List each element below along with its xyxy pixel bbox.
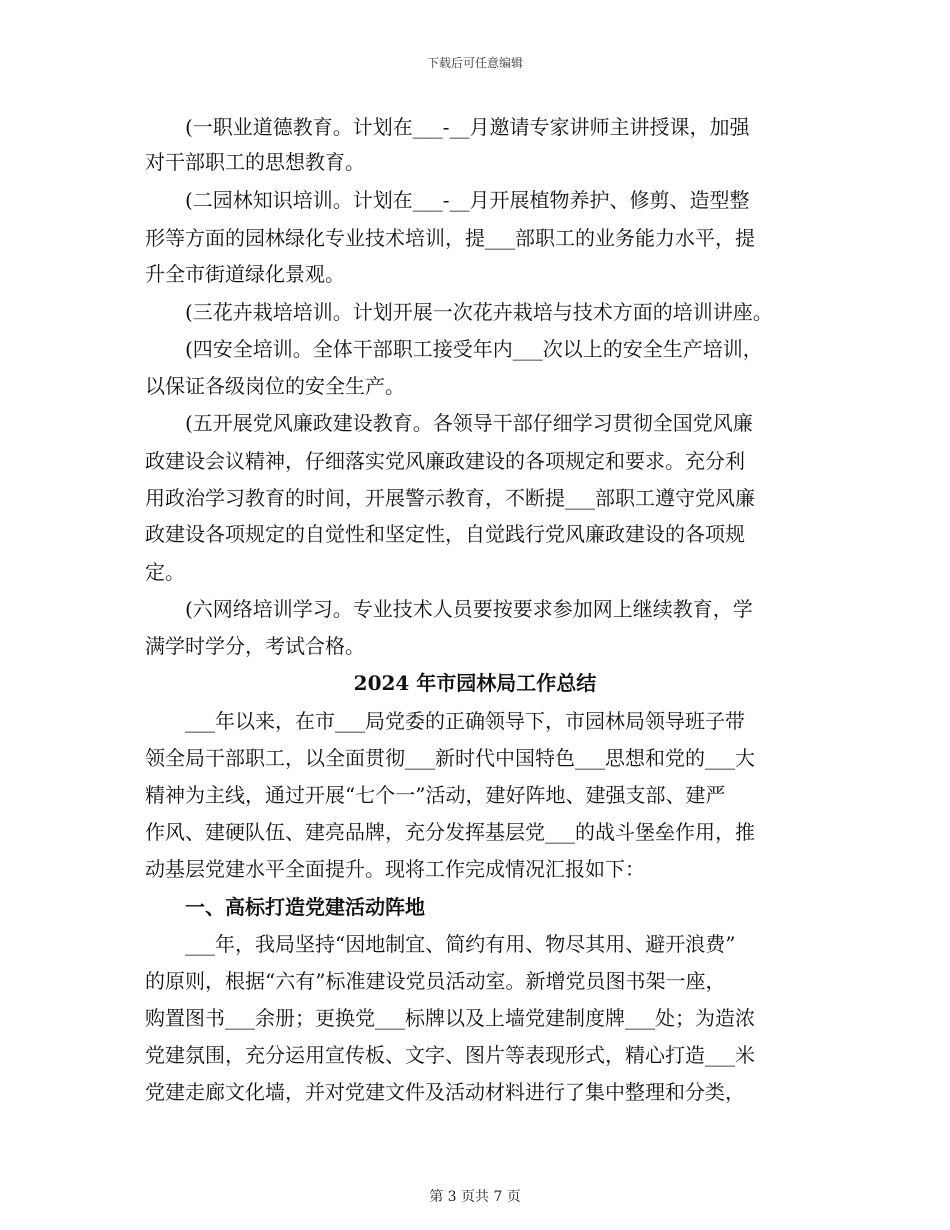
- paragraph-line: 动基层党建水平全面提升。现将工作完成情况汇报如下：: [145, 857, 645, 881]
- paragraph-line: 定。: [145, 560, 185, 584]
- paragraph-line: (四安全培训。全体干部职工接受年内___次以上的安全生产培训，: [185, 337, 763, 361]
- paragraph-line: (五开展党风廉政建设教育。各领导干部仔细学习贯彻全国党风廉: [185, 411, 753, 435]
- subsection-heading: 一、高标打造党建活动阵地: [185, 895, 425, 919]
- paragraph-line: 对干部职工的思想教育。: [145, 150, 365, 174]
- paragraph-line: (三花卉栽培培训。计划开展一次花卉栽培与技术方面的培训讲座。: [185, 300, 773, 324]
- section-title: 2024 年市园林局工作总结: [353, 671, 597, 695]
- paragraph-line: 用政治学习教育的时间，开展警示教育，不断提___部职工遵守党风廉: [145, 486, 755, 510]
- paragraph-line: 的原则，根据“六有”标准建设党员活动室。新增党员图书架一座，: [145, 969, 726, 993]
- paragraph-line: 精神为主线，通过开展“七个一”活动，建好阵地、建强支部、建严: [145, 783, 726, 807]
- paragraph-line: (六网络培训学习。专业技术人员要按要求参加网上继续教育，学: [185, 597, 753, 621]
- paragraph-line: 政建设会议精神，仔细落实党风廉政建设的各项规定和要求。充分利: [145, 449, 745, 473]
- paragraph-line: 党建氛围，充分运用宣传板、文字、图片等表现形式，精心打造___米: [145, 1043, 755, 1067]
- paragraph-line: 购置图书___余册；更换党___标牌以及上墙党建制度牌___处；为造浓: [145, 1006, 755, 1030]
- paragraph-line: ___年以来，在市___局党委的正确领导下，市园林局领导班子带: [185, 709, 745, 733]
- page-footer: 第 3 页共 7 页: [429, 1189, 521, 1205]
- paragraph-line: 政建设各项规定的自觉性和坚定性，自觉践行党风廉政建设的各项规: [145, 522, 745, 546]
- paragraph-line: 作风、建硬队伍、建亮品牌，充分发挥基层党___的战斗堡垒作用，推: [145, 820, 755, 844]
- page-header: 下载后可任意编辑: [426, 56, 523, 70]
- paragraph-line: 党建走廊文化墙，并对党建文件及活动材料进行了集中整理和分类，: [145, 1080, 745, 1104]
- paragraph-line: 满学时学分，考试合格。: [145, 634, 365, 658]
- paragraph-line: ___年，我局坚持“因地制宜、简约有用、物尽其用、避开浪费”: [185, 932, 736, 956]
- paragraph-line: (二园林知识培训。计划在___-__月开展植物养护、修剪、造型整: [185, 188, 750, 212]
- paragraph-line: 形等方面的园林绿化专业技术培训，提___部职工的业务能力水平，提: [145, 226, 755, 250]
- paragraph-line: 以保证各级岗位的安全生产。: [145, 374, 405, 398]
- paragraph-line: 升全市街道绿化景观。: [145, 262, 345, 286]
- paragraph-line: (一职业道德教育。计划在___-__月邀请专家讲师主讲授课，加强: [185, 115, 750, 139]
- paragraph-line: 领全局干部职工，以全面贯彻___新时代中国特色___思想和党的___大: [145, 746, 755, 770]
